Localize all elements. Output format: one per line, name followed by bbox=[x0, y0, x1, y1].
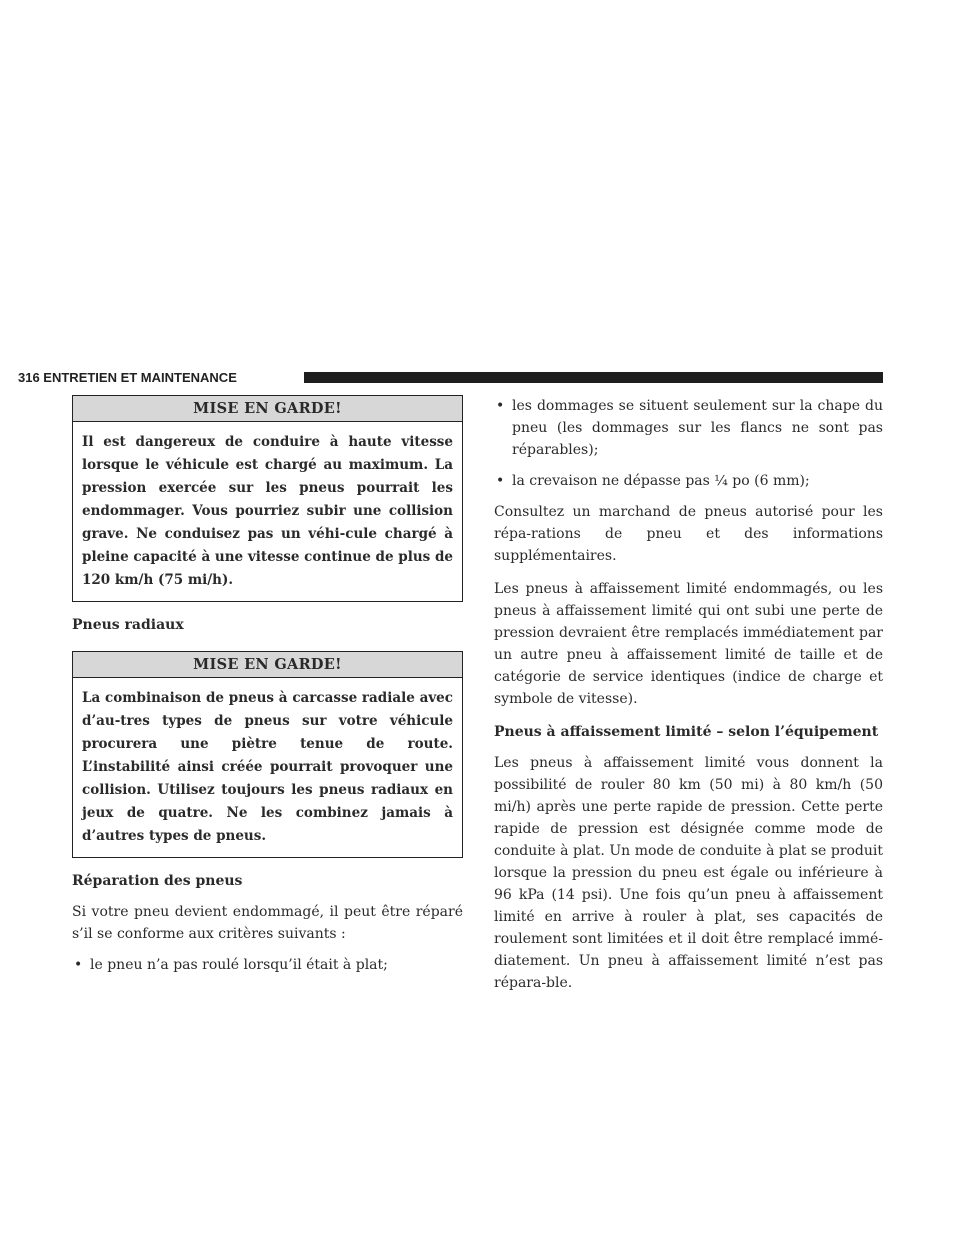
warning-title: MISE EN GARDE! bbox=[73, 652, 462, 678]
header-rule bbox=[304, 372, 883, 383]
left-column bbox=[72, 395, 463, 976]
page-header bbox=[18, 370, 883, 386]
page-number-section: 316 ENTRETIEN ET MAINTENANCE bbox=[18, 370, 237, 385]
bullet-icon: • bbox=[496, 473, 505, 489]
warning-box-radial bbox=[72, 651, 463, 858]
bullet-icon: • bbox=[496, 398, 505, 414]
repair-intro-paragraph: Si votre pneu devient endommagé, il peut être réparé s’il se conforme aux critères suivants : bbox=[72, 904, 463, 942]
heading-run-flat-tires: Pneus à affaissement limité – selon l’équipement bbox=[494, 724, 879, 740]
right-column bbox=[494, 395, 883, 994]
list-item bbox=[494, 395, 883, 461]
warning-box-speed bbox=[72, 395, 463, 602]
warning-title: MISE EN GARDE! bbox=[73, 396, 462, 422]
warning-text: Il est dangereux de conduire à haute vitesse lorsque le véhicule est chargé au maximum. La pression exercée sur les pneus pourrait les endommager. Vous pourriez subir une collision grave. Ne conduisez pas un véhi-cule chargé à pleine capacité à une vitesse continue de plus de 120 km/h (75 mi/h). bbox=[82, 434, 453, 588]
list-item-text: la crevaison ne dépasse pas ¼ po (6 mm); bbox=[512, 473, 810, 489]
heading-radial-tires: Pneus radiaux bbox=[72, 617, 184, 633]
bullet-icon: • bbox=[74, 957, 83, 973]
warning-text: La combinaison de pneus à carcasse radiale avec d’au-tres types de pneus sur votre véhicule procurera une piètre tenue de route. L’instabilité ainsi créée pourrait provoquer une collision. Utilisez toujours les pneus radiaux en jeux de quatre. Ne les combinez jamais à d’autres types de pneus. bbox=[82, 690, 453, 844]
list-item bbox=[72, 954, 463, 976]
list-item-text: les dommages se situent seulement sur la chape du pneu (les dommages sur les flancs ne sont pas réparables); bbox=[512, 398, 883, 458]
heading-tire-repair: Réparation des pneus bbox=[72, 873, 243, 889]
paragraph-dealer: Consultez un marchand de pneus autorisé pour les répa-rations de pneu et des informations supplémentaires. bbox=[494, 504, 883, 564]
paragraph-run-flat: Les pneus à affaissement limité vous donnent la possibilité de rouler 80 km (50 mi) à 80 km/h (50 mi/h) après une perte rapide de pression. Cette perte rapide de pression est désignée comme mode de conduite à plat. Un mode de conduite à plat se produit lorsque la pression du pneu est égale ou inférieure à 96 kPa (14 psi). Une fois qu’un pneu à affaissement limité en arrive à rouler à plat, ses capacités de roulement sont limitées et il doit être remplacé immé-diatement. Un pneu à affaissement limité n’est pas répara-ble. bbox=[494, 755, 883, 991]
list-item-text: le pneu n’a pas roulé lorsqu’il était à plat; bbox=[90, 957, 388, 973]
list-item bbox=[494, 470, 883, 492]
paragraph-replacement: Les pneus à affaissement limité endommagés, ou les pneus à affaissement limité qui ont subi une perte de pression devraient être remplacés immédiatement par un autre pneu à affaissement limité de taille et de catégorie de service identiques (indice de charge et symbole de vitesse). bbox=[494, 581, 883, 707]
